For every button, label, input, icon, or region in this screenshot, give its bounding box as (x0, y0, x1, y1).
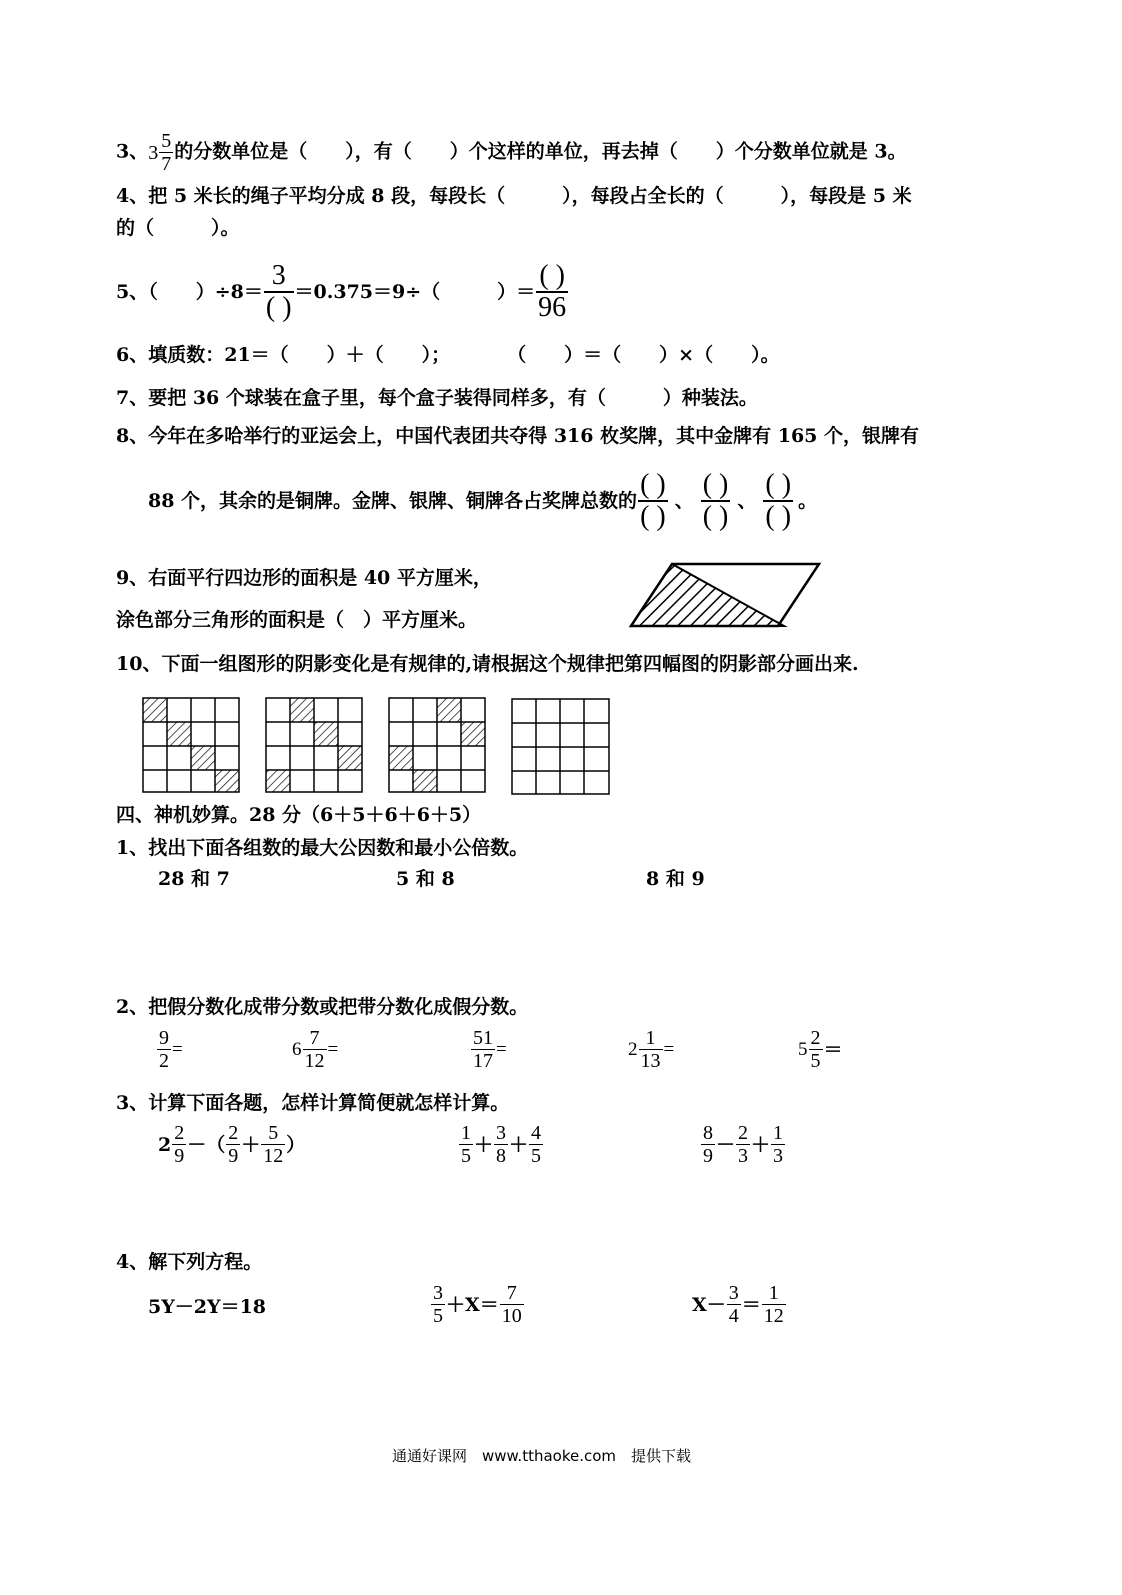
pattern-grid-2 (265, 697, 363, 793)
convert-item-2: 6 $\frac{7}{12}$ = (292, 1027, 339, 1072)
shaded-cell (413, 770, 437, 792)
shaded-cell (338, 746, 362, 770)
convert-item-1: $\frac{9}{2}$ = (159, 1027, 183, 1072)
convert-item-3: $\frac{51}{17}$ = (473, 1027, 507, 1072)
question-8-line2: 88 个，其余的是铜牌。金牌、银牌、铜牌各占奖牌总数的 $\frac{( )}{( )}$ 、 $\frac{( )}{( )}$ 、 $\frac{( )}{( )}$ 。 (148, 469, 818, 532)
shaded-cell (167, 722, 191, 746)
question-5: 5、（ ）÷8＝ $\frac{3}{( )}$ ＝0.375＝9÷（ ）＝ $\frac{( )}{96}$ (116, 260, 567, 323)
subquestion-2-title: 2、把假分数化成带分数或把带分数化成假分数。 (116, 996, 529, 1018)
shaded-cell (143, 698, 167, 722)
subquestion-3-title: 3、计算下面各题，怎样计算简便就怎样计算。 (116, 1092, 510, 1114)
question-3: 3、 3 $\frac{5}{7}$ 的分数单位是（ ），有（ ）个这样的单位，再去掉（ ）个分数单位就是 3。 (116, 130, 907, 175)
fraction-blank-gold: $\frac{( )}{( )}$ (640, 469, 666, 532)
shaded-cell (290, 698, 314, 722)
question-7: 7、要把 36 个球装在盒子里，每个盒子装得同样多，有（ ）种装法。 (116, 387, 758, 409)
equation-1: 5Y－2Y＝18 (148, 1296, 267, 1318)
shaded-cell (266, 770, 290, 792)
pattern-grid-1 (142, 697, 240, 793)
gcd-item-1: 28 和 7 (158, 868, 230, 890)
convert-item-5: 5 $\frac{2}{5}$ ＝ (798, 1027, 843, 1072)
shaded-triangle (631, 564, 784, 626)
subquestion-1-title: 1、找出下面各组数的最大公因数和最小公倍数。 (116, 837, 529, 859)
fraction-blank-2: $\frac{( )}{96}$ (538, 260, 567, 323)
shaded-cell (437, 698, 461, 722)
shaded-cell (461, 722, 485, 746)
pattern-grid-4-blank[interactable] (511, 698, 611, 796)
footer-source: 通通好课网 www.tthaoke.com 提供下载 (392, 1447, 692, 1465)
fraction-blank-silver: $\frac{( )}{( )}$ (702, 469, 729, 532)
subquestion-4-title: 4、解下列方程。 (116, 1251, 263, 1273)
question-10: 10、下面一组图形的阴影变化是有规律的,请根据这个规律把第四幅图的阴影部分画出来. (116, 653, 859, 675)
question-9-line1: 9、右面平行四边形的面积是 40 平方厘米， (116, 567, 492, 589)
question-4-line2: 的（ ）。 (116, 217, 240, 239)
fraction-blank-1: $\frac{3}{( )}$ (265, 260, 292, 323)
gcd-item-3: 8 和 9 (646, 868, 705, 890)
question-9-line2: 涂色部分三角形的面积是（ ）平方厘米。 (116, 609, 478, 631)
section-4-title: 四、神机妙算。28 分（6＋5＋6＋6＋5） (116, 804, 482, 826)
calc-item-1: 2 $\frac{2}{9}$ －（ $\frac{2}{9}$ ＋ $\frac{5}{12}$ ） (158, 1122, 306, 1167)
calc-item-2: $\frac{1}{5}$ ＋ $\frac{3}{8}$ ＋ $\frac{4}{5}$ (461, 1122, 542, 1167)
question-8-line1: 8、今年在多哈举行的亚运会上，中国代表团共夺得 316 枚奖牌，其中金牌有 165 个，银牌有 (116, 425, 920, 447)
question-4-line1: 4、把 5 米长的绳子平均分成 8 段，每段长（ ），每段占全长的（ ），每段是 5 米 (116, 185, 912, 207)
question-6: 6、填质数：21＝（ ）＋（ ）； （ ）＝（ ）×（ ）。 (116, 344, 780, 366)
shaded-cell (314, 722, 338, 746)
mixed-number: 3 $\frac{5}{7}$ (148, 130, 172, 175)
fraction-blank-bronze: $\frac{( )}{( )}$ (765, 469, 792, 532)
shaded-cell (215, 770, 239, 792)
gcd-item-2: 5 和 8 (396, 868, 455, 890)
pattern-grid-3 (388, 697, 486, 793)
equation-3: X－ $\frac{3}{4}$ ＝ $\frac{1}{12}$ (692, 1282, 784, 1327)
calc-item-3: $\frac{8}{9}$ － $\frac{2}{3}$ ＋ $\frac{1}{3}$ (703, 1122, 784, 1167)
shaded-cell (191, 746, 215, 770)
equation-2: $\frac{3}{5}$ ＋X＝ $\frac{7}{10}$ (433, 1282, 522, 1327)
convert-item-4: 2 $\frac{1}{13}$ = (628, 1027, 675, 1072)
shaded-cell (389, 746, 413, 770)
parallelogram-figure (628, 560, 824, 630)
